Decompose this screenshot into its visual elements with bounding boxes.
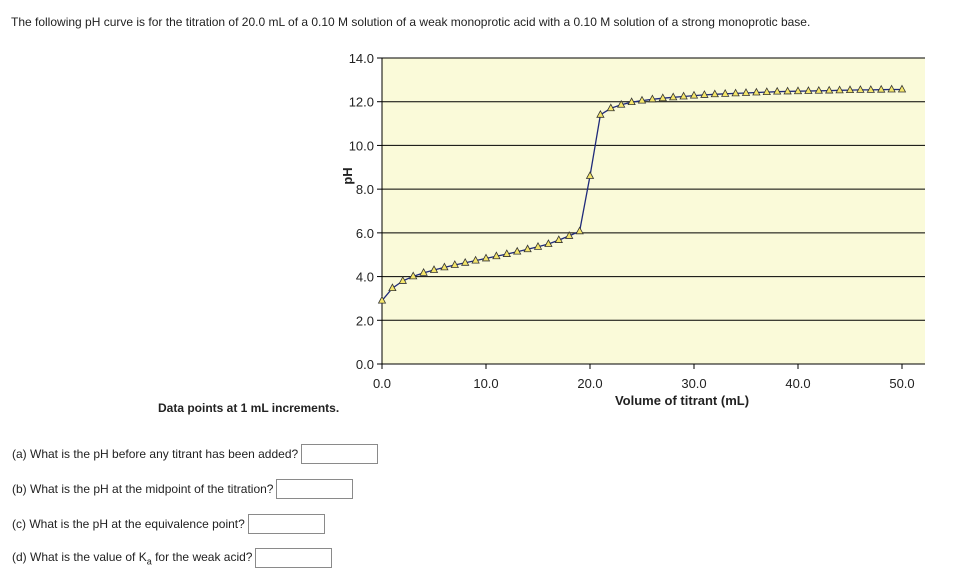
question-b — [12, 479, 353, 499]
y-tick-label: 10.0 — [348, 138, 374, 154]
question-c-label: (c) What is the pH at the equivalence point? — [12, 517, 245, 531]
question-d-subscript: a — [146, 556, 152, 567]
x-tick-label: 50.0 — [889, 376, 915, 391]
question-a-label: (a) What is the pH before any titrant has been added? — [12, 447, 299, 461]
question-d — [12, 548, 332, 568]
x-tick-label: 10.0 — [473, 376, 499, 391]
y-tick-label: 12.0 — [348, 94, 374, 110]
answer-b-input[interactable] — [276, 479, 353, 499]
y-tick-label: 14.0 — [348, 51, 374, 66]
y-tick-label: 6.0 — [355, 225, 374, 241]
y-tick-label: 4.0 — [355, 269, 374, 285]
x-axis-title: Volume of titrant (mL) — [614, 393, 750, 408]
question-b-label: (b) What is the pH at the midpoint of the titration? — [12, 482, 274, 496]
question-d-label — [12, 550, 252, 566]
y-tick-labels — [349, 51, 374, 372]
x-tick-label: 0.0 — [372, 376, 392, 391]
question-c — [12, 514, 325, 534]
question-d-label-pre: (d) What is the value of K — [12, 549, 147, 564]
x-tick-label: 30.0 — [681, 376, 707, 391]
question-d-label-post: for the weak acid? — [151, 549, 253, 564]
answer-c-input[interactable] — [248, 514, 325, 534]
answer-d-input[interactable] — [255, 548, 332, 568]
answer-a-input[interactable] — [301, 444, 378, 464]
question-a — [12, 444, 378, 464]
y-tick-label: 8.0 — [355, 182, 374, 198]
data-points-note: Data points at 1 mL increments. — [158, 401, 340, 415]
y-tick-label: 2.0 — [355, 313, 374, 329]
problem-statement: The following pH curve is for the titration of 20.0 mL of a 0.10 M solution of a weak monoprotic acid with a 0.10 M solution of a strong monoprotic base. — [11, 15, 811, 29]
x-tick-label: 20.0 — [577, 376, 603, 391]
y-axis-title: pH — [340, 167, 355, 185]
plot-area — [382, 58, 925, 364]
x-tick-labels — [373, 376, 915, 391]
y-tick-label: 0.0 — [355, 357, 374, 372]
x-tick-label: 40.0 — [785, 376, 811, 391]
